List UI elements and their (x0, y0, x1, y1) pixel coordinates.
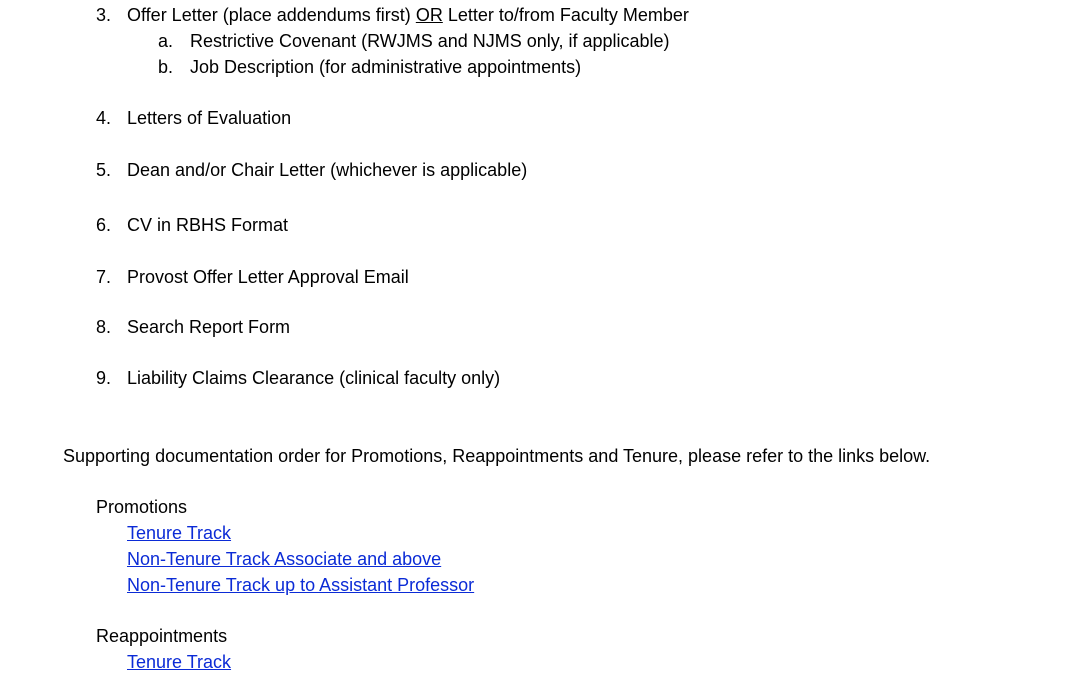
reappointments-tenure-track-link[interactable]: Tenure Track (127, 652, 232, 672)
list-number: 8. (96, 317, 112, 337)
list-number: 9. (96, 368, 112, 388)
list-number: 3. (96, 5, 112, 25)
sublist-item-restrictive-covenant: Restrictive Covenant (RWJMS and NJMS only, if applicable) (190, 31, 670, 51)
list-number: 5. (96, 160, 112, 180)
list-number: 6. (96, 215, 112, 235)
item-emphasis: OR (415, 5, 443, 25)
list-item-cv: CV in RBHS Format (127, 215, 289, 235)
sublist-item-job-description: Job Description (for administrative appointments) (190, 57, 582, 77)
list-item-provost-email: Provost Offer Letter Approval Email (127, 267, 409, 287)
list-number: 7. (96, 267, 112, 287)
promotions-heading: Promotions (96, 497, 188, 517)
list-item-search-report: Search Report Form (127, 317, 291, 337)
list-item-letters-of-evaluation: Letters of Evaluation (127, 108, 292, 128)
supporting-documentation-note: Supporting documentation order for Promotions, Reappointments and Tenure, please refer to the links below. (63, 446, 931, 466)
sublist-marker: a. (158, 31, 174, 51)
promotions-tenure-track-link[interactable]: Tenure Track (127, 523, 232, 543)
item-text-before: Offer Letter (place addendums first) (127, 5, 416, 25)
item-text-after: Letter to/from Faculty Member (442, 5, 689, 25)
promotions-non-tenure-associate-link[interactable]: Non-Tenure Track Associate and above (127, 549, 442, 569)
reappointments-heading: Reappointments (96, 626, 228, 646)
sublist-marker: b. (158, 57, 174, 77)
list-item-offer-letter (127, 4, 689, 26)
list-number: 4. (96, 108, 112, 128)
list-item-dean-chair-letter: Dean and/or Chair Letter (whichever is applicable) (127, 160, 528, 180)
promotions-non-tenure-assistant-link[interactable]: Non-Tenure Track up to Assistant Professor (127, 575, 475, 595)
list-item-liability-claims: Liability Claims Clearance (clinical faculty only) (127, 368, 501, 388)
